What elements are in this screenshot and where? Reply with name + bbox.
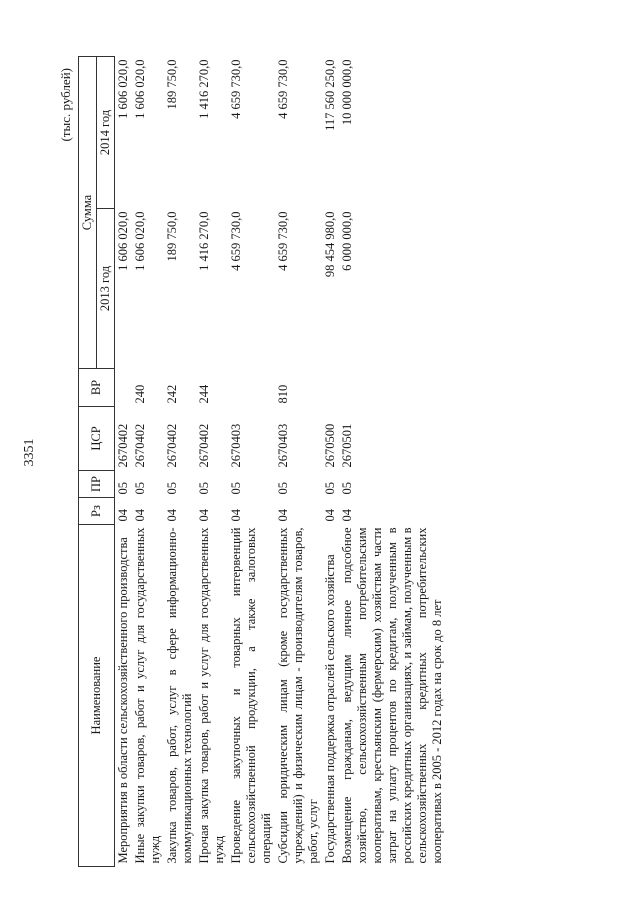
row-pr-cell: 05 [165, 482, 179, 495]
row-csr-cell: 2670403 [276, 423, 290, 468]
row-csr-cell: 2670402 [197, 423, 211, 468]
table-row [228, 57, 275, 867]
header-sum: Сумма [79, 57, 97, 369]
table-row [115, 57, 133, 867]
row-sum-2013-cell: 6 000 000,0 [340, 211, 354, 271]
row-sum-2014-cell: 1 606 020,0 [115, 57, 133, 209]
units-label: (тыс. рублей) [58, 68, 73, 142]
table-header [79, 57, 115, 867]
page-number: 3351 [22, 438, 37, 467]
header-csr: ЦСР [79, 407, 115, 471]
row-vr-cell [115, 369, 133, 407]
row-rz-cell: 04 [323, 509, 337, 522]
table-row [196, 57, 228, 867]
table-row [322, 57, 339, 867]
row-csr-cell: 2670501 [340, 423, 354, 468]
row-sum-2013-cell: 1 416 270,0 [197, 211, 211, 271]
row-pr-cell: 05 [197, 482, 211, 495]
row-rz-cell: 04 [197, 509, 211, 522]
row-vr-cell [339, 369, 446, 407]
row-csr-cell: 2670402 [115, 407, 133, 471]
row-pr-cell: 05 [323, 482, 337, 495]
row-pr-cell: 05 [340, 482, 354, 495]
row-sum-2014-cell: 1 416 270,0 [197, 59, 211, 119]
row-name-cell: Мероприятия в области сельскохозяйственного производства [115, 525, 133, 867]
row-vr-cell [228, 369, 275, 407]
table-row [339, 57, 446, 867]
row-rz-cell: 04 [115, 498, 133, 525]
row-rz-cell: 04 [276, 509, 290, 522]
row-sum-2013-cell: 4 659 730,0 [229, 211, 243, 271]
row-csr-cell: 2670403 [229, 423, 243, 468]
row-name-cell: Возмещение гражданам, ведущим личное подсобное хозяйство, сельскохозяйственным потребительским кооперативам, крестьянским (фермерским) хозяйствам части затрат на уплату процентов по кредитам, полученным в российских кредитных организациях, и займам, полученным в сельскохозяйственных кредитных потребительских кооперативах в 2005 - 2012 годах на срок до 8 лет [340, 527, 444, 864]
row-name-cell: Иные закупки товаров, работ и услуг для государственных нужд [133, 527, 162, 864]
row-vr-cell: 244 [197, 384, 211, 404]
row-rz-cell: 04 [165, 509, 179, 522]
row-name-cell: Субсидии юридическим лицам (кроме государственных учреждений) и физическим лицам - производителям товаров, работ, услуг [276, 527, 320, 864]
header-vr: ВР [79, 369, 115, 407]
row-rz-cell: 04 [340, 509, 354, 522]
row-rz-cell: 04 [133, 509, 147, 522]
row-pr-cell: 05 [276, 482, 290, 495]
header-name: Наименование [79, 525, 115, 867]
row-csr-cell: 2670402 [133, 423, 147, 468]
table-row [164, 57, 196, 867]
row-name-cell: Прочая закупка товаров, работ и услуг для государственных нужд [197, 527, 226, 864]
table-body [115, 57, 447, 867]
row-sum-2014-cell: 117 560 250,0 [323, 59, 337, 131]
row-sum-2013-cell: 189 750,0 [165, 211, 179, 262]
row-rz-cell: 04 [229, 509, 243, 522]
row-sum-2013-cell: 98 454 980,0 [323, 211, 337, 278]
header-pr: ПР [79, 471, 115, 498]
header-2014: 2014 год [97, 57, 115, 209]
row-vr-cell: 810 [276, 384, 290, 404]
row-name-cell: Закупка товаров, работ, услуг в сфере информационно-коммуникационных технологий [165, 527, 194, 864]
table-row [275, 57, 322, 867]
row-sum-2014-cell: 10 000 000,0 [340, 59, 354, 126]
row-sum-2014-cell: 189 750,0 [165, 59, 179, 110]
row-sum-2013-cell: 4 659 730,0 [276, 211, 290, 271]
row-csr-cell: 2670500 [323, 423, 337, 468]
budget-table [78, 56, 446, 867]
row-sum-2014-cell: 4 659 730,0 [276, 59, 290, 119]
row-csr-cell: 2670402 [165, 423, 179, 468]
row-name-cell: Государственная поддержка отраслей сельского хозяйства [323, 554, 337, 864]
row-vr-cell: 240 [133, 384, 147, 404]
row-vr-cell: 242 [165, 384, 179, 404]
row-sum-2014-cell: 4 659 730,0 [229, 59, 243, 119]
row-vr-cell [322, 369, 339, 407]
table-row [132, 57, 164, 867]
row-name-cell: Проведение закупочных и товарных интервенций сельскохозяйственной продукции, а также залоговых операций [229, 527, 273, 864]
row-pr-cell: 05 [115, 471, 133, 498]
header-2013: 2013 год [97, 209, 115, 369]
row-sum-2013-cell: 1 606 020,0 [133, 211, 147, 271]
row-pr-cell: 05 [229, 482, 243, 495]
row-sum-2013-cell: 1 606 020,0 [115, 209, 133, 369]
row-pr-cell: 05 [133, 482, 147, 495]
header-rz: Рз [79, 498, 115, 525]
row-sum-2014-cell: 1 606 020,0 [133, 59, 147, 119]
